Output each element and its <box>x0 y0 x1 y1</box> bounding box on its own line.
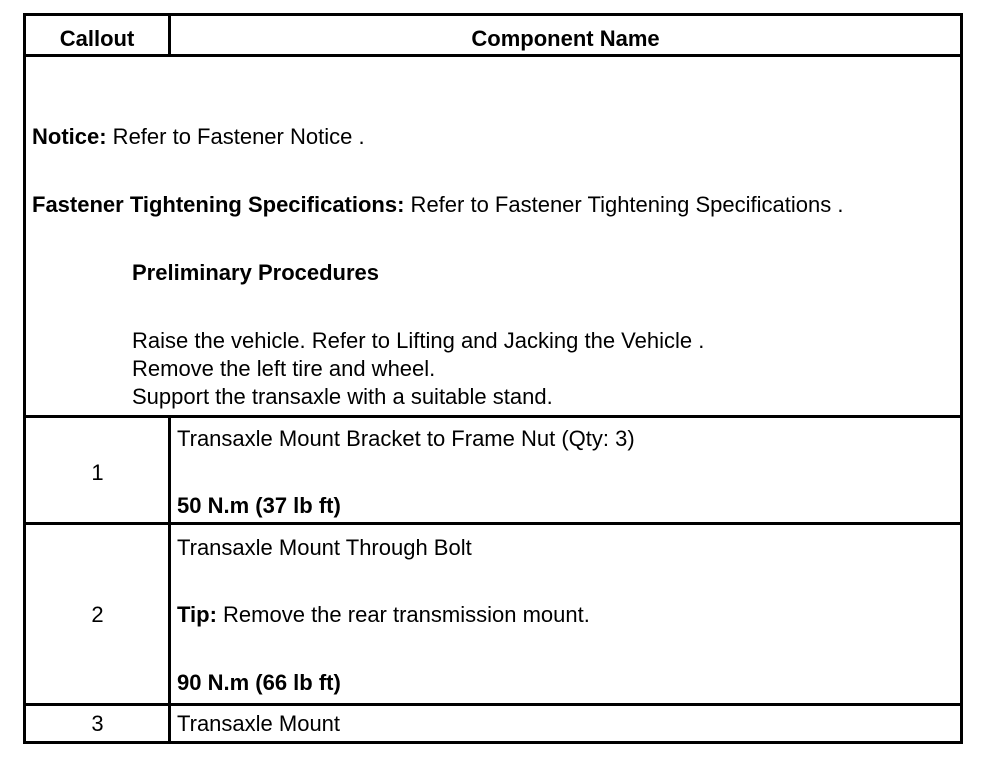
procedure-step: Support the transaxle with a suitable stand. <box>132 384 553 409</box>
component-name-3: Transaxle Mount <box>177 711 341 736</box>
torque-spec-2: 90 N.m (66 lb ft) <box>177 670 341 695</box>
notice-label: Notice: <box>32 124 107 149</box>
notice-text: Refer to Fastener Notice . <box>106 124 365 149</box>
tip-line <box>177 601 590 629</box>
callout-1: 1 <box>91 460 104 485</box>
procedure-step: Remove the left tire and wheel. <box>132 356 436 381</box>
fastener-spec-line <box>32 191 843 219</box>
callout-2: 2 <box>91 602 104 627</box>
row-1-divider <box>26 522 960 525</box>
fastener-spec-text: Refer to Fastener Tightening Specifications . <box>404 192 844 217</box>
header-callout: Callout <box>59 26 135 51</box>
tip-text: Remove the rear transmission mount. <box>216 602 590 627</box>
fastener-spec-label: Fastener Tightening Specifications: <box>32 192 405 217</box>
torque-spec-1: 50 N.m (37 lb ft) <box>177 493 341 518</box>
component-name-2: Transaxle Mount Through Bolt <box>177 535 472 560</box>
notice-line <box>32 123 365 151</box>
header-divider <box>26 54 960 57</box>
component-table <box>23 13 963 744</box>
procedure-step: Raise the vehicle. Refer to Lifting and Jacking the Vehicle . <box>132 328 705 353</box>
component-name-1: Transaxle Mount Bracket to Frame Nut (Qty: 3) <box>177 426 635 451</box>
tip-label: Tip: <box>177 602 217 627</box>
intro-divider <box>26 415 960 418</box>
callout-3: 3 <box>91 711 104 736</box>
row-2-divider <box>26 703 960 706</box>
preliminary-heading: Preliminary Procedures <box>132 260 380 285</box>
header-component-name: Component Name <box>471 26 660 51</box>
